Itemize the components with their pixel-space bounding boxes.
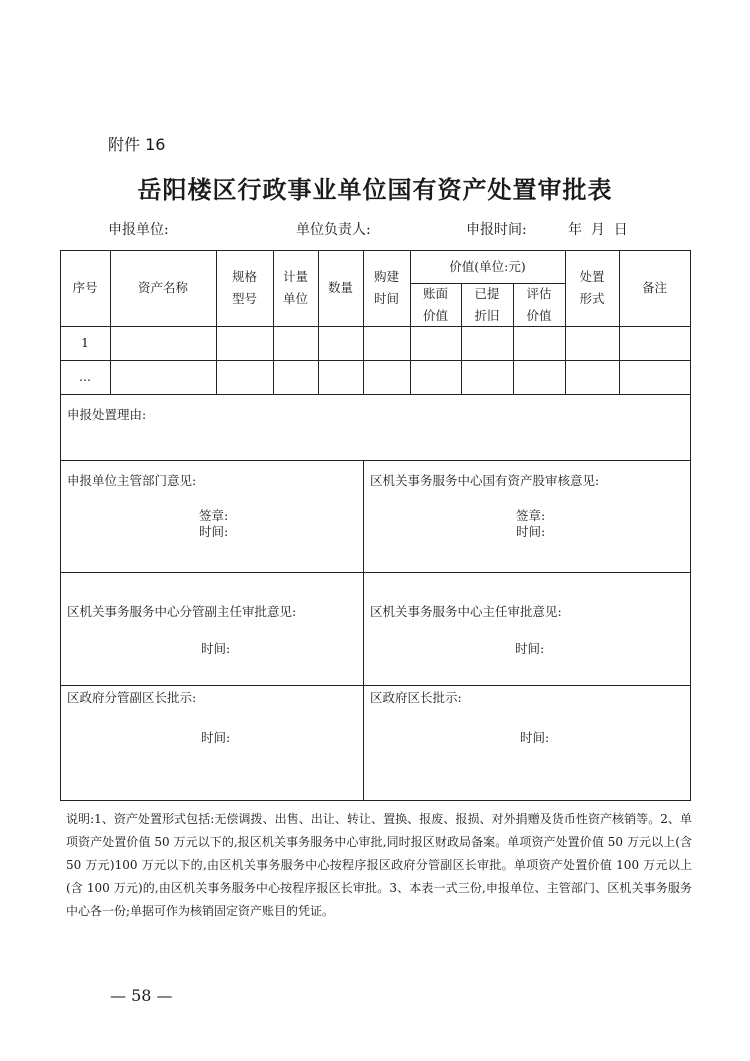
col-eval-line1: 评估 <box>526 286 552 301</box>
col-purchase-line1: 购建 <box>373 269 399 284</box>
asset-section-opinion-label: 区机关事务服务中心国有资产股审核意见: <box>370 473 600 488</box>
col-remark: 备注 <box>641 280 667 295</box>
col-eval-line2: 价值 <box>526 308 552 323</box>
col-unit-line2: 单位 <box>282 291 308 306</box>
col-book-line2: 价值 <box>422 308 448 323</box>
deputy-director-opinion-label: 区机关事务服务中心分管副主任审批意见: <box>67 604 297 619</box>
deputy-district-head-label: 区政府分管副区长批示: <box>67 690 197 705</box>
asset-section-time-label: 时间: <box>516 524 546 539</box>
col-unit-line1: 计量 <box>282 269 308 284</box>
deputy-director-time-label: 时间: <box>201 641 231 656</box>
col-spec-line1: 规格 <box>231 269 257 284</box>
col-asset-name: 资产名称 <box>137 280 188 295</box>
col-depreciation-line1: 已提 <box>474 286 500 301</box>
deputy-district-head-time-label: 时间: <box>201 730 231 745</box>
dept-opinion-label: 申报单位主管部门意见: <box>67 473 197 488</box>
col-form-line1: 处置 <box>579 269 605 284</box>
district-head-label: 区政府区长批示: <box>370 690 462 705</box>
col-book-line1: 账面 <box>422 286 448 301</box>
col-seq: 序号 <box>72 280 98 295</box>
form-title: 岳阳楼区行政事业单位国有资产处置审批表 <box>137 175 613 204</box>
director-opinion-label: 区机关事务服务中心主任审批意见: <box>370 604 562 619</box>
attachment-label: 附件 16 <box>108 135 166 154</box>
col-spec-line2: 型号 <box>231 291 257 306</box>
reason-label: 申报处置理由: <box>67 407 147 422</box>
row-ellipsis-seq: ... <box>79 369 91 384</box>
district-head-time-label: 时间: <box>520 730 550 745</box>
col-form-line2: 形式 <box>579 291 605 306</box>
row-1-seq: 1 <box>81 335 89 350</box>
dept-seal-label: 签章: <box>199 508 229 523</box>
col-qty: 数量 <box>327 280 353 295</box>
dept-time-label: 时间: <box>199 524 229 539</box>
col-depreciation-line2: 折旧 <box>474 308 500 323</box>
explanatory-note: 说明:1、资产处置形式包括:无偿调拨、出售、出让、转让、置换、报废、报损、对外捐赠及货币性资产核销等。2、单项资产处置价值 50 万元以下的,报区机关事务服务中心审批,同时报区财政局备案。单项资产处置价值 50 万元以上(含 50 万元)100 万元以下的,由区机关事务服务中心按程序报区政府分管副区长审批。单项资产处置价值 100 万元以上(含 100 万元)的,由区机关事务服务中心按程序报区长审批。3、本表一式三份,申报单位、主管部门、区机关事务服务中心各一份;单据可作为核销固定资产账目的凭证。 <box>66 812 692 918</box>
date-label: 申报时间: <box>466 222 527 238</box>
col-purchase-line2: 时间 <box>373 291 399 306</box>
asset-section-seal-label: 签章: <box>516 508 546 523</box>
applicant-label: 申报单位: <box>108 222 169 238</box>
unit-head-label: 单位负责人: <box>296 222 371 238</box>
director-time-label: 时间: <box>515 641 545 656</box>
date-fields: 年 月 日 <box>568 222 628 238</box>
col-value-group: 价值(单位:元) <box>449 259 526 274</box>
page-number: — 58 — <box>110 986 173 1005</box>
